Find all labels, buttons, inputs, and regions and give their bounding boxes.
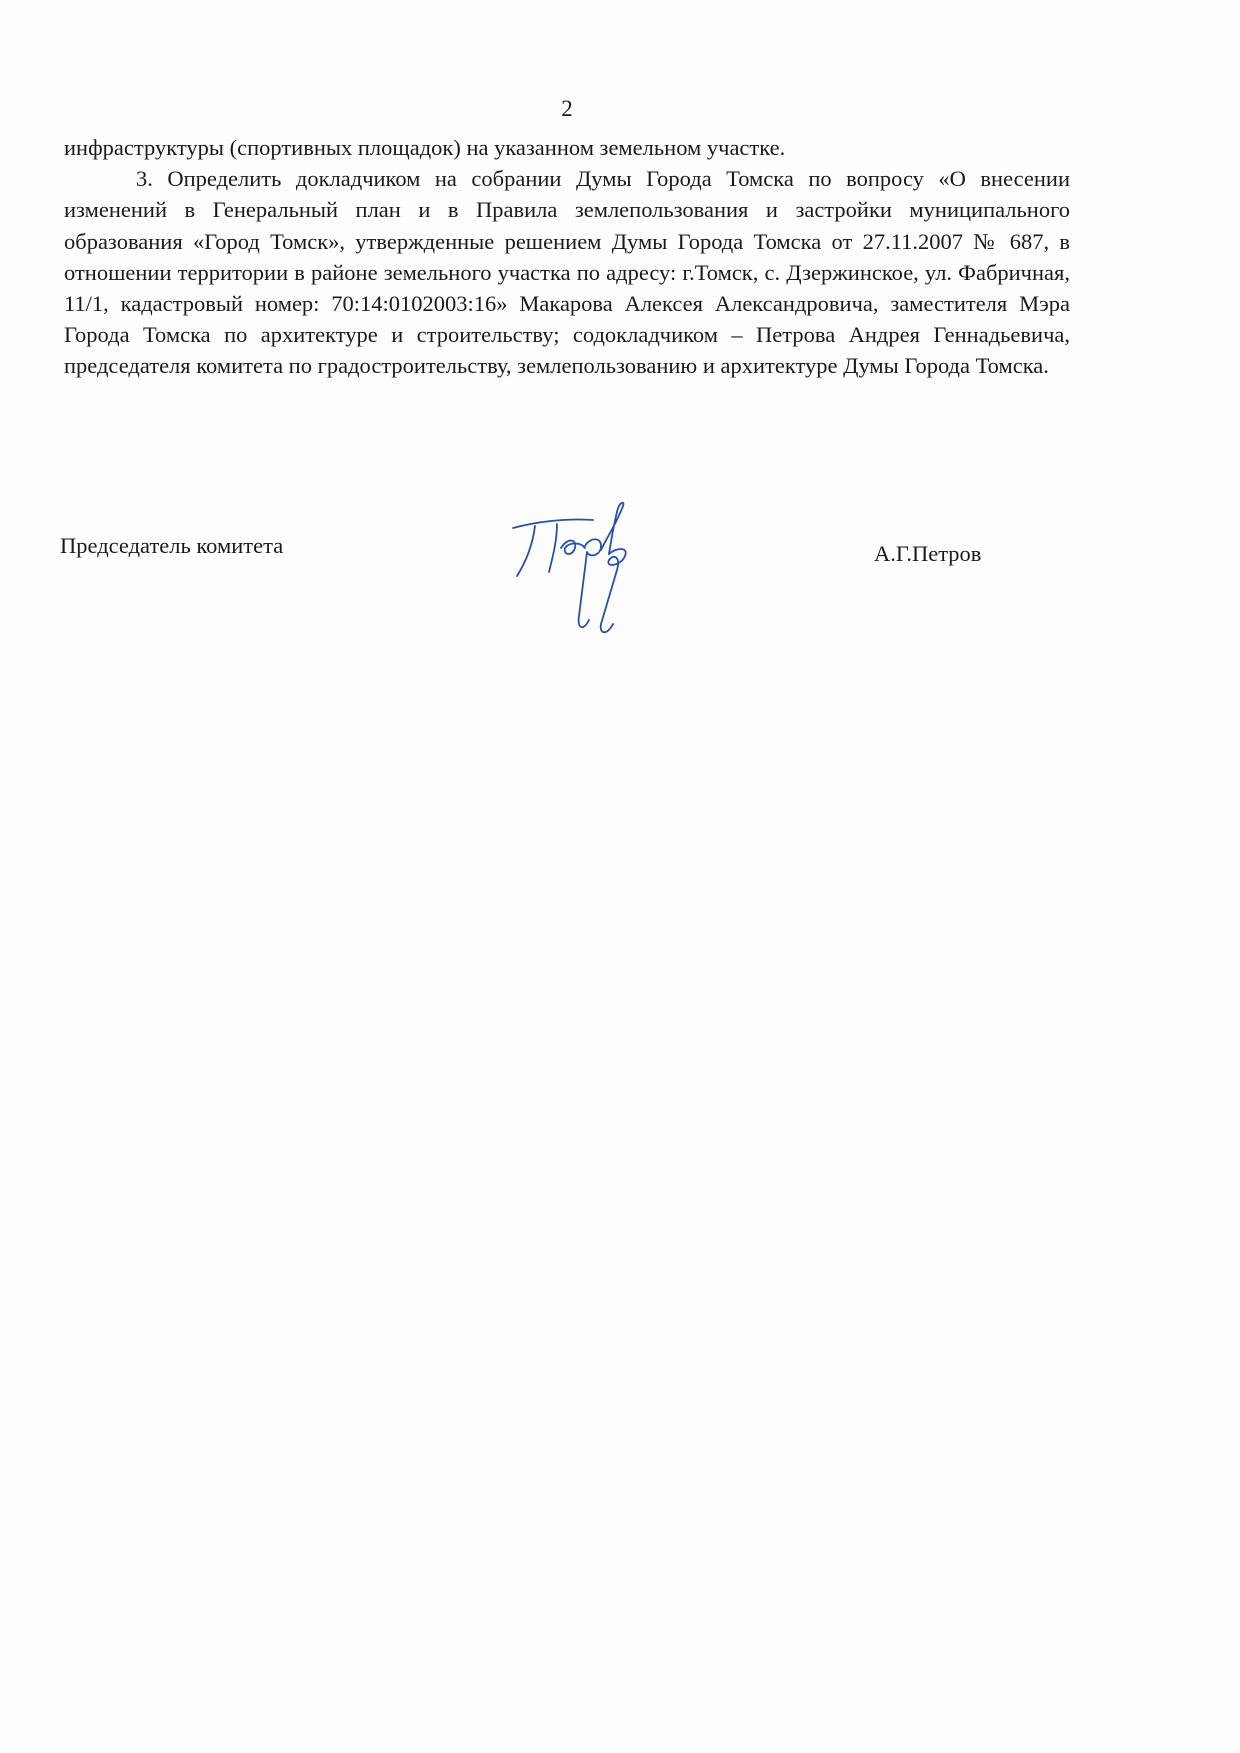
paragraph-item-3: 3. Определить докладчиком на собрании Думы Города Томска по вопросу «О внесении изменений в Генеральный план и в Правила землепользования и застройки муниципального образования «Город Томск», утвержденные решением Думы Города Томска от 27.11.2007 № 687, в отношении территории в районе земельного участка по адресу: г.Томск, с. Дзержинское, ул. Фабричная, 11/1, кадастровый номер: 70:14:0102003:16» Макарова Алексея Александровича, заместителя Мэра Города Томска по архитектуре и строительству; содокладчиком – Петрова Андрея Геннадьевича, председателя комитета по градостроительству, землепользованию и архитектуре Думы Города Томска. [64, 166, 1070, 379]
page-number: 2 [561, 96, 573, 121]
document-body [64, 132, 1070, 382]
signatory-title: Председатель комитета [60, 533, 284, 558]
handwritten-signature-icon [505, 498, 705, 644]
signatory-name: А.Г.Петров [874, 541, 982, 566]
paragraph-continuation: инфраструктуры (спортивных площадок) на указанном земельном участке. [64, 135, 786, 160]
